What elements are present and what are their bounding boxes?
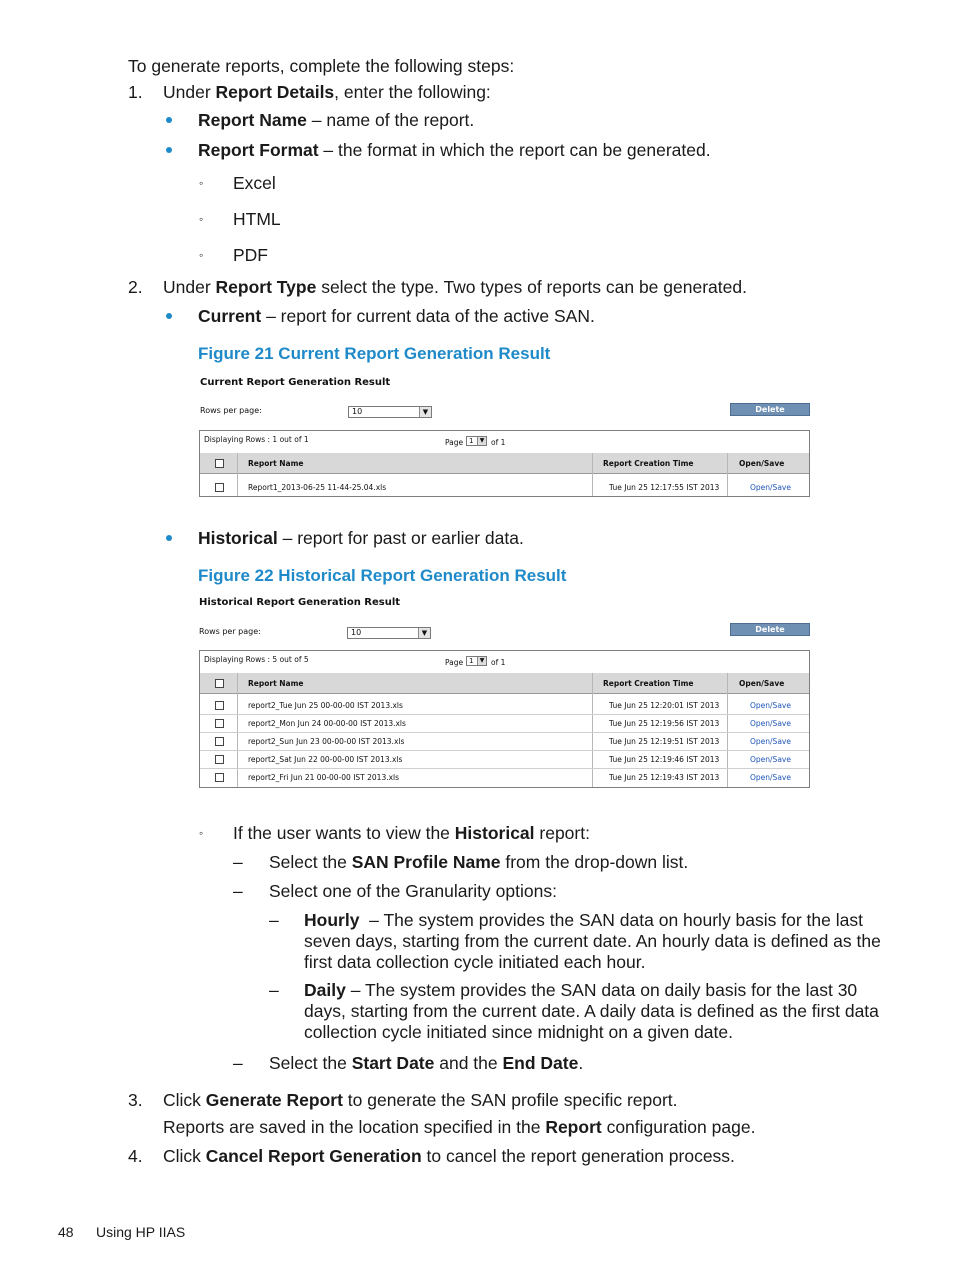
dash-icon: – bbox=[269, 910, 279, 930]
step-1-number: 1. bbox=[128, 82, 143, 102]
table-header bbox=[200, 453, 809, 474]
row-report-name: report2_Sun Jun 23 00-00-00 IST 2013.xls bbox=[248, 737, 405, 746]
format-html: HTML bbox=[233, 209, 281, 229]
figure-22-screenshot bbox=[198, 592, 814, 790]
displaying-rows: Displaying Rows : 1 out of 1 bbox=[204, 435, 309, 444]
figure-21-screenshot bbox=[198, 372, 812, 500]
select-all-checkbox[interactable] bbox=[215, 679, 224, 688]
table-info-bar bbox=[200, 651, 809, 674]
row-checkbox[interactable] bbox=[215, 773, 224, 782]
step-2-number: 2. bbox=[128, 277, 143, 297]
row-checkbox[interactable] bbox=[215, 701, 224, 710]
row-report-name: report2_Tue Jun 25 00-00-00 IST 2013.xls bbox=[248, 701, 403, 710]
report-name-item: Report Name – name of the report. bbox=[198, 110, 475, 130]
row-checkbox[interactable] bbox=[215, 755, 224, 764]
open-save-link[interactable]: Open/Save bbox=[750, 483, 791, 492]
historical-view-text: If the user wants to view the Historical report: bbox=[233, 823, 590, 843]
hourly-text: Hourly – The system provides the SAN data on hourly basis for the last seven days, starting from the current date. An hourly data is defined as the first data collection cycle initiated each hour. bbox=[304, 910, 881, 972]
page-number: 48 bbox=[58, 1224, 74, 1240]
row-checkbox[interactable] bbox=[215, 719, 224, 728]
table-header bbox=[200, 673, 809, 694]
row-checkbox[interactable] bbox=[215, 483, 224, 492]
page-of: of 1 bbox=[491, 658, 506, 667]
row-checkbox[interactable] bbox=[215, 737, 224, 746]
row-report-name: report2_Sat Jun 22 00-00-00 IST 2013.xls bbox=[248, 755, 403, 764]
circle-bullet-icon: ◦ bbox=[199, 248, 204, 262]
footer-title: Using HP IIAS bbox=[96, 1224, 186, 1240]
row-creation-time: Tue Jun 25 12:20:01 IST 2013 bbox=[609, 701, 720, 710]
open-save-link[interactable]: Open/Save bbox=[750, 737, 791, 746]
select-san-text: Select the SAN Profile Name from the drop-down list. bbox=[269, 852, 689, 872]
delete-button[interactable]: Delete bbox=[730, 403, 810, 416]
open-save-link[interactable]: Open/Save bbox=[750, 755, 791, 764]
screenshot-title: Historical Report Generation Result bbox=[199, 597, 401, 608]
dash-icon: – bbox=[233, 881, 243, 901]
daily-text: Daily – The system provides the SAN data on daily basis for the last 30 days, starting from the current date. A daily data is defined as the first data collection cycle initiated since midnight on a given date. bbox=[304, 980, 879, 1042]
open-save-link[interactable]: Open/Save bbox=[750, 701, 791, 710]
rows-per-page-select[interactable]: 10 ▼ bbox=[348, 406, 432, 418]
page-label: Page bbox=[445, 658, 464, 667]
step-3-text: Click Generate Report to generate the SAN profile specific report. bbox=[163, 1090, 678, 1110]
historical-item: Historical – report for past or earlier data. bbox=[198, 528, 524, 548]
open-save-link[interactable]: Open/Save bbox=[750, 719, 791, 728]
current-item: Current – report for current data of the active SAN. bbox=[198, 306, 595, 326]
chevron-down-icon: ▼ bbox=[419, 407, 431, 417]
intro-text: To generate reports, complete the following steps: bbox=[128, 56, 515, 76]
report-format-item: Report Format – the format in which the report can be generated. bbox=[198, 140, 711, 160]
dash-icon: – bbox=[233, 852, 243, 872]
table-info-bar bbox=[200, 431, 809, 454]
circle-bullet-icon: ◦ bbox=[199, 212, 204, 226]
bullet-icon bbox=[166, 147, 172, 153]
displaying-rows: Displaying Rows : 5 out of 5 bbox=[204, 655, 309, 664]
dash-icon: – bbox=[233, 1053, 243, 1073]
circle-bullet-icon: ◦ bbox=[199, 826, 204, 840]
chevron-down-icon: ▼ bbox=[477, 437, 486, 445]
step-1-text: Under Report Details, enter the following: bbox=[163, 82, 491, 102]
row-report-name: Report1_2013-06-25 11-44-25.04.xls bbox=[248, 483, 387, 492]
rows-per-page-select[interactable]: 10 ▼ bbox=[347, 627, 431, 639]
rows-per-page-label: Rows per page: bbox=[199, 627, 261, 636]
header-open-save: Open/Save bbox=[739, 679, 785, 688]
rows-per-page-label: Rows per page: bbox=[200, 406, 262, 415]
step-2-text: Under Report Type select the type. Two types of reports can be generated. bbox=[163, 277, 747, 297]
select-dates-text: Select the Start Date and the End Date. bbox=[269, 1053, 584, 1073]
header-creation-time: Report Creation Time bbox=[603, 679, 694, 688]
chevron-down-icon: ▼ bbox=[418, 628, 430, 638]
step-3-note: Reports are saved in the location specified in the Report configuration page. bbox=[163, 1117, 756, 1137]
row-creation-time: Tue Jun 25 12:19:56 IST 2013 bbox=[609, 719, 720, 728]
header-report-name: Report Name bbox=[248, 679, 304, 688]
format-excel: Excel bbox=[233, 173, 276, 193]
page-label: Page bbox=[445, 438, 464, 447]
select-all-checkbox[interactable] bbox=[215, 459, 224, 468]
page-select[interactable]: 1 ▼ bbox=[466, 436, 487, 446]
step-3-number: 3. bbox=[128, 1090, 143, 1110]
dash-icon: – bbox=[269, 980, 279, 1000]
bullet-icon bbox=[166, 313, 172, 319]
bullet-icon bbox=[166, 117, 172, 123]
screenshot-title: Current Report Generation Result bbox=[200, 377, 391, 388]
header-report-name: Report Name bbox=[248, 459, 304, 468]
row-creation-time: Tue Jun 25 12:17:55 IST 2013 bbox=[609, 483, 720, 492]
results-table bbox=[199, 430, 810, 497]
page-of: of 1 bbox=[491, 438, 506, 447]
header-creation-time: Report Creation Time bbox=[603, 459, 694, 468]
results-table bbox=[199, 650, 810, 788]
bullet-icon bbox=[166, 535, 172, 541]
row-creation-time: Tue Jun 25 12:19:43 IST 2013 bbox=[609, 773, 720, 782]
figure-21-caption: Figure 21 Current Report Generation Result bbox=[198, 344, 551, 363]
open-save-link[interactable]: Open/Save bbox=[750, 773, 791, 782]
select-granularity-text: Select one of the Granularity options: bbox=[269, 881, 557, 901]
row-creation-time: Tue Jun 25 12:19:46 IST 2013 bbox=[609, 755, 720, 764]
row-report-name: report2_Fri Jun 21 00-00-00 IST 2013.xls bbox=[248, 773, 400, 782]
chevron-down-icon: ▼ bbox=[477, 657, 486, 665]
page-select[interactable]: 1 ▼ bbox=[466, 656, 487, 666]
figure-22-caption: Figure 22 Historical Report Generation Result bbox=[198, 566, 567, 585]
row-creation-time: Tue Jun 25 12:19:51 IST 2013 bbox=[609, 737, 720, 746]
format-pdf: PDF bbox=[233, 245, 268, 265]
delete-button[interactable]: Delete bbox=[730, 623, 810, 636]
circle-bullet-icon: ◦ bbox=[199, 176, 204, 190]
step-4-number: 4. bbox=[128, 1146, 143, 1166]
row-report-name: report2_Mon Jun 24 00-00-00 IST 2013.xls bbox=[248, 719, 406, 728]
header-open-save: Open/Save bbox=[739, 459, 785, 468]
step-4-text: Click Cancel Report Generation to cancel the report generation process. bbox=[163, 1146, 735, 1166]
